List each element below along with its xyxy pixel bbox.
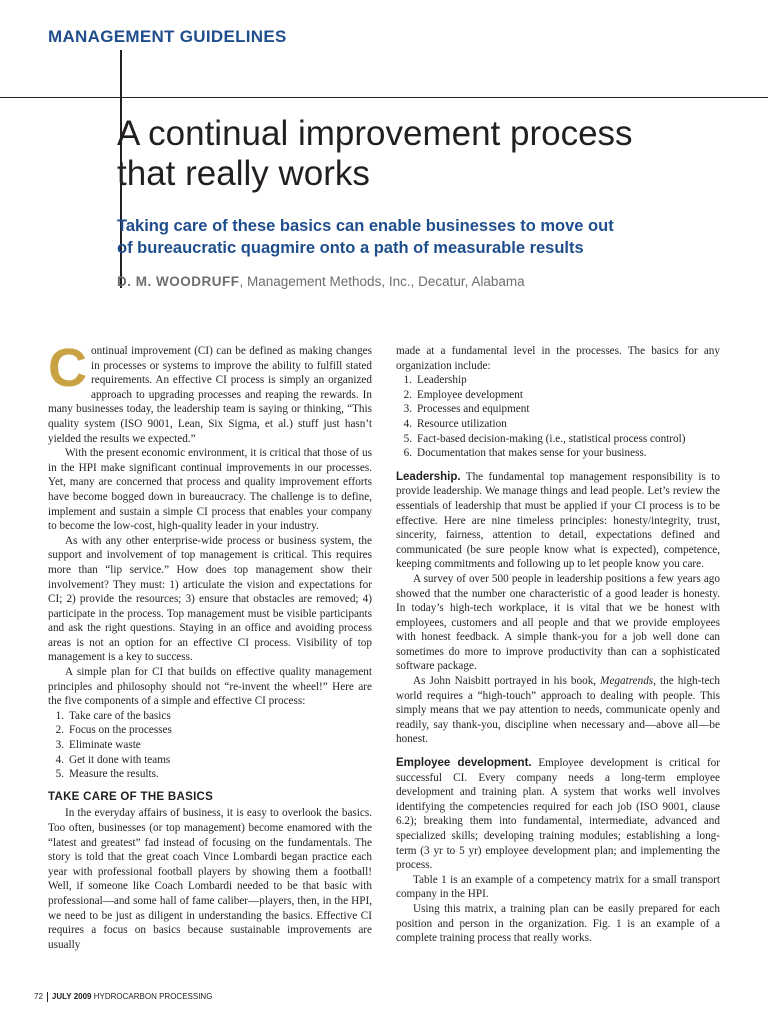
- list-text: Processes and equipment: [417, 403, 530, 416]
- list-item: [396, 417, 720, 432]
- list-text: Employee development: [417, 388, 523, 401]
- list-text: Leadership: [417, 374, 467, 387]
- list-item: [48, 753, 372, 768]
- list-number: 4.: [403, 417, 412, 430]
- header-horizontal-rule: [0, 97, 768, 98]
- author-name: D. M. WOODRUFF: [117, 274, 240, 289]
- spacer: [396, 461, 720, 470]
- text-span: As John Naisbitt portrayed in his book,: [413, 675, 601, 688]
- basics-list: [396, 373, 720, 461]
- list-item: [396, 388, 720, 403]
- list-number: 1.: [403, 374, 412, 387]
- list-text: Take care of the basics: [69, 709, 171, 722]
- list-item: [48, 709, 372, 724]
- page-footer: [34, 992, 212, 1002]
- runin-text: The fundamental top management responsibility is to provide leadership. We manage things and lead people. Let’s review the essentials of leadership that must be applied if your CI process is to be effective. Here are nine timeless principles: honesty/integrity, trust, sincerity, fairness, attention to detail, expectations defined and communicated (be sure people know what is expected), competence, keeping commitments and following up to let people know you care.: [396, 470, 720, 571]
- list-number: 5.: [403, 432, 412, 445]
- intro-paragraph: [48, 338, 372, 446]
- list-item: [48, 767, 372, 782]
- list-number: 3.: [403, 403, 412, 416]
- list-number: 1.: [55, 709, 64, 722]
- body-paragraph: In the everyday affairs of business, it is easy to overlook the basics. Too often, businesses (or top management) become enamored with the “latest and greatest” fad instead of focusing on the fundamentals. The story is told that the great coach Vince Lombardi began practice each year with professional football players by showing them a football! Well, if someone like Coach Lombardi needed to be that basic with professional—and some hall of fame caliber—players, then, in the HPI, we need to be just as diligent in understanding the basics. Effective CI requires a focus on basics because sustainable improvements are usually: [48, 807, 372, 951]
- magazine-name: HYDROCARBON PROCESSING: [93, 992, 213, 1002]
- list-number: 3.: [55, 739, 64, 752]
- page-number: 72: [34, 992, 43, 1002]
- list-item: [396, 446, 720, 461]
- title-line-2: that really works: [117, 154, 370, 193]
- runin-heading: Employee development.: [396, 757, 532, 770]
- runin-text: Employee development is critical for successful CI. Every company needs a long-term employee development and training plan. A system that works well involves identifying the competencies required for each job (ISO 9001, clause 6.2); breaking them into fundamental, intermediate, advanced and specialized skills; developing training modules; establishing a long-term (3 yr to 5 yr) employee development plan; and implementing the process.: [396, 757, 720, 872]
- subtitle-line-1: Taking care of these basics can enable businesses to move out: [117, 217, 614, 235]
- spacer: [396, 747, 720, 756]
- article-title: [117, 114, 757, 194]
- list-text: Get it done with teams: [69, 753, 171, 766]
- body-paragraph: Using this matrix, a training plan can be easily prepared for each position and person in the organization. Fig. 1 is an example of a complete training process that really works.: [396, 902, 720, 945]
- byline: [117, 274, 525, 289]
- body-paragraph: made at a fundamental level in the processes. The basics for any organization include:: [396, 345, 720, 372]
- left-column: [48, 338, 372, 952]
- list-item: [396, 432, 720, 447]
- body-paragraph: As with any other enterprise-wide process or business system, the support and involvement of top management is critical. This requires more than “lip service.” How does top management show their involvement? They must: 1) articulate the vision and expectations for CI; 2) provide the resources; 3) ensure that obstacles are removed; 4) participate in the process. Top management must be visible participants and ask the right questions. Staying in an office and avoiding process areas is not an option for an effective CI process. Visibility of top management is a key to success.: [48, 534, 372, 664]
- article-subtitle: [117, 215, 737, 259]
- list-text: Measure the results.: [69, 768, 159, 781]
- list-text: Eliminate waste: [69, 739, 141, 752]
- list-text: Focus on the processes: [69, 724, 172, 737]
- right-column: [396, 344, 720, 946]
- list-item: [48, 738, 372, 753]
- leadership-paragraph: [396, 470, 720, 572]
- drop-cap: C: [48, 338, 87, 398]
- body-paragraph: With the present economic environment, it is critical that those of us in the HPI make significant continual improvements in our processes. Yet, many are concerned that process and quality improvement efforts have become bogged down in bureaucracy. The challenge is to define, implement and sustain a simple CI process that enables your company to become the low-cost, high-quality leader in your industry.: [48, 447, 372, 533]
- intro-text: ontinual improvement (CI) can be defined as making changes in processes or systems to improve the ability to fulfill stated requirements. An effective CI process is simply an organized approach to upgrading processes and reaping the rewards. In many businesses today, the leadership team is saying or thinking, “This quality system (ISO 9001, Lean, Six Sigma, et al.) stuff just hasn’t yielded the results we expected.”: [48, 345, 372, 445]
- section-tag: MANAGEMENT GUIDELINES: [48, 27, 287, 46]
- ci-components-list: [48, 709, 372, 782]
- footer-separator: [47, 992, 48, 1002]
- body-paragraph: Table 1 is an example of a competency matrix for a small transport company in the HPI.: [396, 873, 720, 901]
- body-paragraph: A survey of over 500 people in leadership positions a few years ago showed that the number one characteristic of a good leader is honesty. In today’s high-tech workplace, it is vital that we be honest with employees, customers and all people and that we provide employees with honest feedback. A simple thank-you for a job well done can sometimes do more to improve productivity than can a sophisticated software package.: [396, 572, 720, 673]
- list-number: 2.: [403, 388, 412, 401]
- title-line-1: A continual improvement process: [117, 114, 633, 153]
- list-number: 5.: [55, 768, 64, 781]
- list-text: Resource utilization: [417, 417, 507, 430]
- list-text: Documentation that makes sense for your business.: [417, 447, 647, 460]
- book-title: Megatrends: [600, 675, 654, 688]
- body-paragraph: A simple plan for CI that builds on effective quality management principles and philosophy should not “re-invent the wheel!” Here are the five components of a simple and effective CI process:: [48, 666, 372, 708]
- subtitle-line-2: of bureaucratic quagmire onto a path of measurable results: [117, 239, 584, 257]
- text-span: , the high-tech world requires a “high-touch” approach to dealing with people. This simply means that we pay attention to needs, communicate openly and readily, say thank-you, discipline when necessary and—above all—be honest.: [396, 675, 720, 746]
- runin-heading: Leadership.: [396, 470, 461, 483]
- list-item: [396, 402, 720, 417]
- header-vertical-rule: [120, 50, 122, 98]
- body-paragraph: [396, 674, 720, 747]
- list-text: Fact-based decision-making (i.e., statistical process control): [417, 432, 686, 445]
- author-affiliation: , Management Methods, Inc., Decatur, Alabama: [239, 274, 525, 289]
- list-number: 4.: [55, 753, 64, 766]
- section-heading: TAKE CARE OF THE BASICS: [48, 790, 214, 803]
- list-item: [396, 373, 720, 388]
- employee-development-paragraph: [396, 756, 720, 873]
- list-number: 6.: [403, 447, 412, 460]
- list-item: [48, 723, 372, 738]
- list-number: 2.: [55, 724, 64, 737]
- issue-date: JULY 2009: [51, 992, 92, 1002]
